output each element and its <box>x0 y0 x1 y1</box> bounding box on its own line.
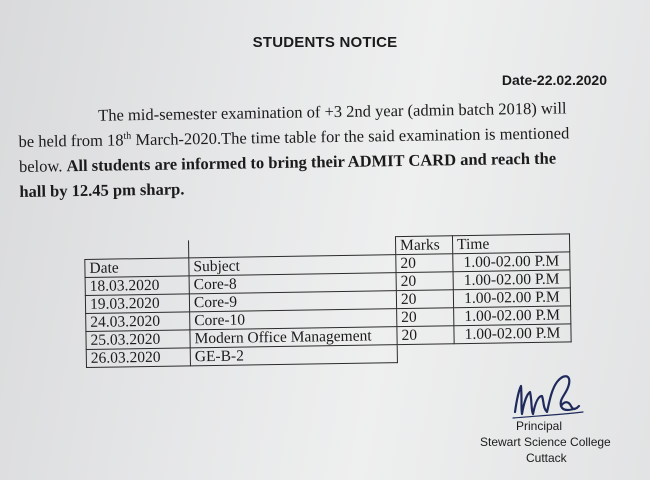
table-row-4-time: 1.00-02.00 P.M <box>454 306 571 326</box>
table-row-4-marks: 20 <box>397 308 454 327</box>
table-row-3-subject: Core-10 <box>190 309 397 330</box>
para-line-1: The mid-semester examination of +3 2nd year (admin batch 2018) will <box>98 98 567 125</box>
table-row-2-time: 1.00-02.00 P.M <box>453 270 570 290</box>
table-empty-cell <box>454 342 571 362</box>
page-title: STUDENTS NOTICE <box>252 34 398 51</box>
header-time: Time <box>452 234 569 254</box>
table-row-3-marks: 20 <box>396 290 453 309</box>
table-row-1-subject: Core-8 <box>189 273 396 294</box>
signature-block <box>478 418 638 466</box>
principal-label: Principal <box>516 419 563 433</box>
table-row-5-date: 26.03.2020 <box>86 348 190 368</box>
college-city: Cuttack <box>526 451 567 465</box>
table-row-1-marks: 20 <box>396 254 453 273</box>
table-row-3-date: 24.03.2020 <box>86 312 190 332</box>
header-subject-label: Subject <box>189 255 396 276</box>
table-row-1-time: 1.00-02.00 P.M <box>453 252 570 272</box>
table-empty-cell <box>397 344 454 363</box>
para-line-4: hall by 12.45 pm sharp. <box>19 179 185 201</box>
header-date <box>85 240 189 260</box>
table-row-5-time: 1.00-02.00 P.M <box>454 324 571 344</box>
header-date-label: Date <box>85 258 189 278</box>
table-row-4-subject: Modern Office Management <box>190 327 397 348</box>
table-row-5-marks: 20 <box>397 326 454 345</box>
table-row-5-subject: GE-B-2 <box>190 345 397 366</box>
table-row-3-time: 1.00-02.00 P.M <box>453 288 570 308</box>
notice-paragraph <box>18 94 631 204</box>
table-row-2-date: 19.03.2020 <box>85 294 189 314</box>
table-row-2-marks: 20 <box>396 272 453 291</box>
header-marks: Marks <box>395 236 452 255</box>
exam-timetable <box>84 233 572 368</box>
table-row-1-date: 18.03.2020 <box>85 276 189 296</box>
table-row-4-date: 25.03.2020 <box>86 330 190 350</box>
para-line-2: be held from 18th March-2020.The time table for the said examination is mentioned <box>18 123 570 151</box>
para-line-3: below. All students are informed to bring their ADMIT CARD and reach the <box>18 148 557 176</box>
college-name: Stewart Science College <box>480 435 611 449</box>
ordinal-suffix: th <box>123 130 132 142</box>
notice-date: Date-22.02.2020 <box>501 72 607 88</box>
table-row-2-subject: Core-9 <box>189 291 396 312</box>
